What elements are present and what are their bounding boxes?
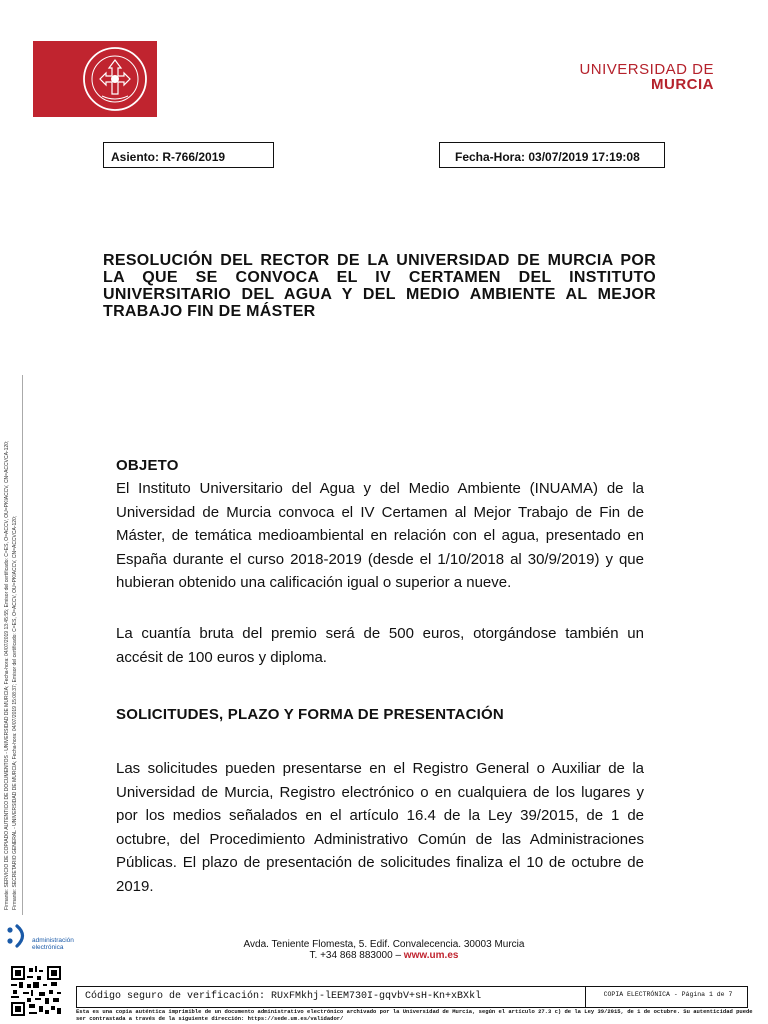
objeto-paragraph-2: La cuantía bruta del premio será de 500 euros, otorgándose también un accésit de 100 euros y diploma. xyxy=(116,625,644,666)
university-seal-icon xyxy=(80,44,150,114)
university-logotype xyxy=(579,62,714,92)
footer-contact xyxy=(0,950,768,961)
verification-code-box xyxy=(76,986,748,1008)
footer-phone: T. +34 868 883000 – xyxy=(309,950,402,961)
objeto-paragraph-1: El Instituto Universitario del Agua y del Medio Ambiente (INUAMA) de la Universidad de Murcia convoca el IV Certamen al Mejor Trabajo de Fin de Máster, de temática medioambiental en relación con el agua, presentado en España durante el curso 2018-2019 (desde el 1/10/2018 al 30/9/2019) y que hubieran obtenido una calificación igual o superior a nueve. xyxy=(116,480,644,591)
margin-divider xyxy=(22,375,23,915)
admin-logo-line2: electrónica xyxy=(32,944,64,951)
solicitudes-heading: SOLICITUDES, PLAZO Y FORMA DE PRESENTACIÓN xyxy=(116,706,504,723)
admin-logo-line1: administración xyxy=(32,937,74,944)
signature-line-1: Firmante: SERVICIO DE COPIADO AUTENTICO DE DOCUMENTOS - UNIVERSIDAD DE MURCIA; Fecha-hora: 04/07/2019 13:45:55; Emisor del certificado: C=ES, O=ACCV, OU=PKIACCV, CN=ACCVCA-120; xyxy=(4,440,10,910)
website-link[interactable]: www.um.es xyxy=(403,950,459,961)
objeto-heading: OBJETO xyxy=(116,457,179,474)
solicitudes-paragraph: Las solicitudes pueden presentarse en el Registro General o Auxiliar de la Universidad de Murcia, Registro electrónico o en cualquiera de los lugares y por los medios señalados en el artículo 16.4 de la Ley 39/2015, de 1 de octubre, del Procedimiento Administrativo Común de las Administraciones Públicas. El plazo de presentación de solicitudes finaliza el 10 de octubre de 2019. xyxy=(116,760,644,895)
verification-code: Código seguro de verificación: RUxFMkhj-lEEM730I-gqvbV+sH-Kn+xBXkl xyxy=(85,991,482,1002)
copy-page-indicator: COPIA ELECTRÓNICA - Página 1 de 7 xyxy=(603,991,733,998)
university-seal-banner xyxy=(33,41,157,117)
signature-line-2: Firmante: SECRETARIO GENERAL - UNIVERSIDAD DE MURCIA; Fecha-hora: 04/07/2019 15:08:37; Emisor del certificado: C=ES, O=ACCV, OU=PKIACCV, CN=ACCVCA-120; xyxy=(12,515,18,910)
signature-margin xyxy=(0,380,20,920)
resolution-title: RESOLUCIÓN DEL RECTOR DE LA UNIVERSIDAD DE MURCIA POR LA QUE SE CONVOCA EL IV CERTAMEN DEL INSTITUTO UNIVERSITARIO DEL AGUA Y DEL MEDIO AMBIENTE AL MEJOR TRABAJO FIN DE MÁSTER xyxy=(103,252,656,320)
csv-divider xyxy=(585,987,586,1007)
footer-address: Avda. Teniente Flomesta, 5. Edif. Convalecencia. 30003 Murcia xyxy=(243,939,525,950)
fecha-hora-box: Fecha-Hora: 03/07/2019 17:19:08 xyxy=(439,142,665,168)
authenticity-footnote: Esta es una copia auténtica imprimible de un documento administrativo electrónico archivado por la Universidad de Murcia, según el artículo 27.3 c) de la Ley 39/2015, de 1 de octubre. Su autenticidad puede ser contrastada a través de la siguiente dirección: https://sede.um.es/validador/ xyxy=(76,1008,753,1022)
university-name-line2: MURCIA xyxy=(651,76,714,93)
university-name-line1: UNIVERSIDAD DE xyxy=(579,61,714,78)
qr-code-icon xyxy=(10,966,62,1016)
asiento-box: Asiento: R-766/2019 xyxy=(103,142,274,168)
